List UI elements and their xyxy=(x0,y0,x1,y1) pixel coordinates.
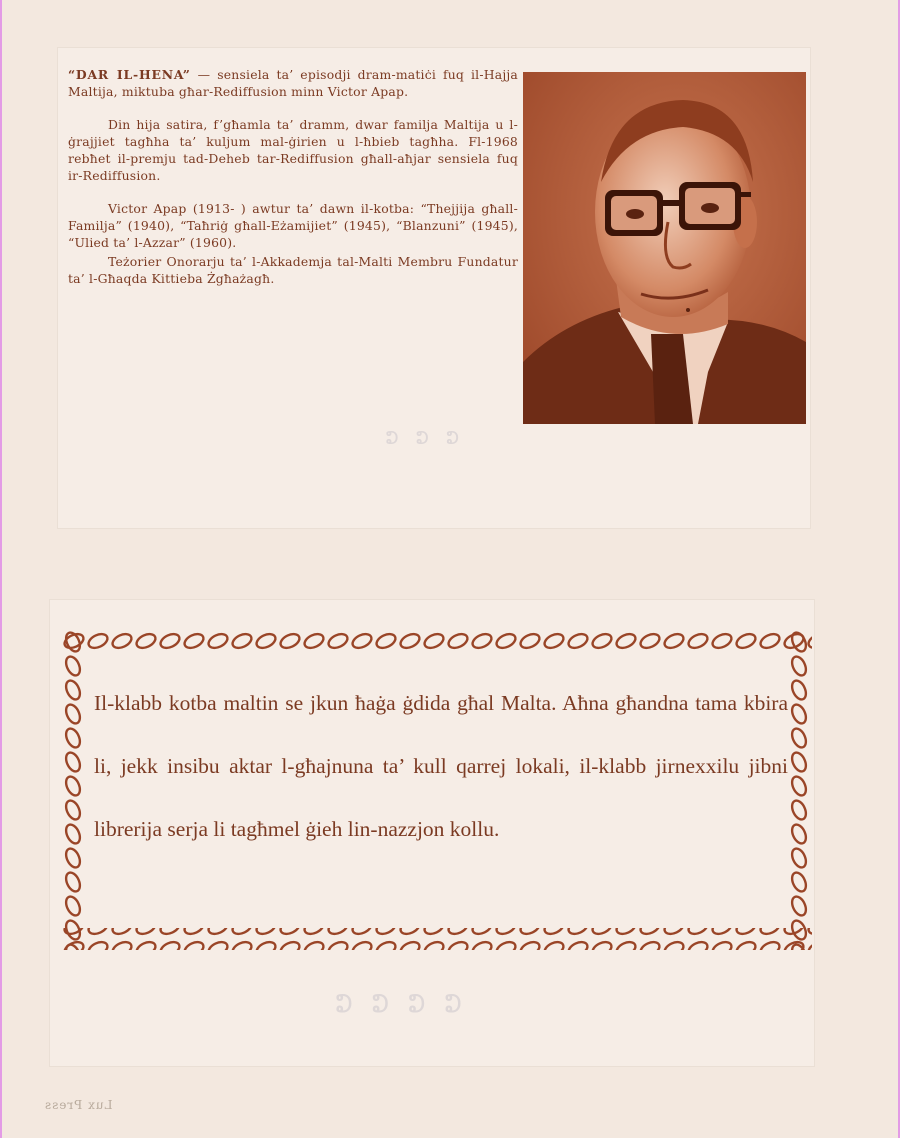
bio-text xyxy=(68,66,518,303)
book-club-notice: Il-klabb kotba maltin se jkun ħaġa ġdida għal Malta. Aħna għandna tama kbira li, jekk insibu aktar l-għajnuna ta’ kull qarrej lokali, il-klabb jirnexxilu jibni librerija serja li tagħmel ġieh lin-nazzjon kollu. xyxy=(94,691,788,841)
page-edge-left xyxy=(0,0,2,1138)
bleed-through: ⵛ ⵛ ⵛ xyxy=(380,428,460,449)
bio-intro: — sensiela ta’ episodji dram-matiċi fuq il-Hajja Maltija, miktuba għar-Rediffusion minn Victor Apap. xyxy=(68,67,518,99)
bio-title: “DAR IL-HENA” xyxy=(68,67,191,82)
author-portrait xyxy=(523,72,806,424)
bio-paragraph-1 xyxy=(68,66,518,100)
bio-paragraph-2: Din hija satira, f’għamla ta’ dramm, dwar familja Maltija u l-ġrajjiet tagħha ta’ kuljum mal-ġirien u l-ħbieb tagħha. Fl-1968 rebħet il-premju tad-Deheb tar-Rediffusion għall-aħjar sensiela fuq ir-Rediffusion. xyxy=(68,117,518,183)
bio-paragraph-3: Victor Apap (1913- ) awtur ta’ dawn il-kotba: “Thejjija għall-Familja” (1940), “Taħriġ għall-Eżamijiet” (1945), “Blanzuni” (1945), “Ulied ta’ l-Azzar” (1960). xyxy=(68,201,518,250)
author-portrait-image xyxy=(523,72,806,424)
printer-mark: Lux Press xyxy=(44,1098,113,1112)
bio-paragraph-4: Teżorier Onorarju ta’ l-Akkademja tal-Malti Membru Fundatur ta’ l-Għaqda Kittieba Żgħażagħ. xyxy=(68,254,518,286)
bleed-through: ⵛ ⵛ ⵛ ⵛ xyxy=(330,990,462,1018)
